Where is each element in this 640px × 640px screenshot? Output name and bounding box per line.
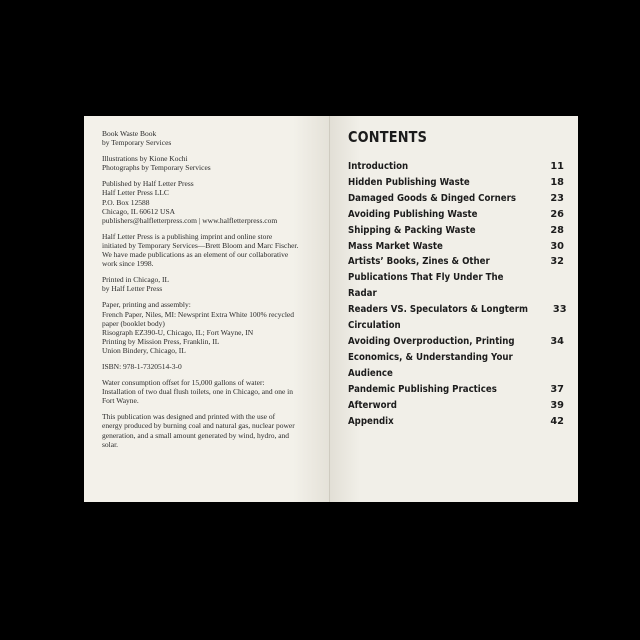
- toc-title-line: Shipping & Packing Waste: [348, 224, 476, 236]
- toc-entry-title: [348, 175, 486, 191]
- toc-entry-title: [348, 207, 495, 223]
- colophon-line: work since 1998.: [102, 259, 154, 269]
- toc-title-line: Afterword: [348, 399, 397, 411]
- colophon-block: [102, 378, 318, 405]
- toc-page-number: 30: [550, 240, 564, 252]
- toc-entry: [348, 334, 564, 382]
- colophon-line: Half Letter Press is a publishing imprint and online store: [102, 231, 273, 241]
- toc-entry-title: [348, 398, 404, 414]
- colophon-line: Published by Half Letter Press: [102, 179, 194, 189]
- toc-page-number: 37: [550, 383, 564, 395]
- toc-title-line: Circulation: [348, 320, 401, 332]
- colophon-line: French Paper, Niles, MI: Newsprint Extra White 100% recycled: [102, 309, 295, 319]
- toc-entry-title: [348, 334, 537, 382]
- colophon-line: Paper, printing and assembly:: [102, 300, 191, 310]
- toc-entry-title: [348, 191, 539, 207]
- toc-page-number: 39: [550, 399, 564, 411]
- colophon-block: [102, 129, 318, 147]
- toc-entry: [348, 382, 564, 398]
- colophon-line: Book Waste Book: [102, 129, 157, 138]
- toc-page-number: 28: [550, 224, 564, 236]
- toc-entry: [348, 223, 564, 239]
- toc-page-number: 32: [550, 256, 564, 268]
- toc-title-line: Readers VS. Speculators & Longterm: [348, 304, 529, 316]
- toc-entry: [348, 207, 564, 223]
- contents-title: CONTENTS: [348, 128, 428, 146]
- right-page-contents: [330, 116, 578, 502]
- toc-entry: [348, 175, 564, 191]
- toc-title-line: Appendix: [348, 415, 394, 427]
- toc-entry-title: [348, 414, 400, 430]
- toc-entry: [348, 159, 564, 175]
- toc-title-line: Radar: [348, 288, 377, 300]
- colophon-line: Risograph EZ390-U, Chicago, IL; Fort Wayne, IN: [102, 327, 254, 337]
- toc-page-number: 34: [550, 335, 564, 347]
- colophon-line: ISBN: 978-1-7320514-3-0: [102, 361, 182, 371]
- colophon-line: Illustrations by Kione Kochi: [102, 154, 188, 164]
- colophon-line: P.O. Box 12588: [102, 197, 150, 207]
- toc-title-line: Mass Market Waste: [348, 240, 443, 252]
- toc-page-number: 33: [552, 304, 567, 316]
- colophon-line: solar.: [102, 439, 119, 449]
- colophon-line: Union Bindery, Chicago, IL: [102, 345, 186, 355]
- colophon-line: energy produced by burning coal and natural gas, nuclear power: [102, 421, 295, 431]
- toc-title-line: Economics, & Understanding Your: [348, 351, 513, 363]
- toc-title-line: Pandemic Publishing Practices: [348, 383, 497, 395]
- colophon-block: [102, 362, 318, 371]
- colophon-block: [102, 275, 318, 293]
- colophon-line: Installation of two dual flush toilets, one in Chicago, and one in: [102, 387, 294, 397]
- toc-entry-title: [348, 254, 525, 302]
- toc-entry: [348, 398, 564, 414]
- colophon-block: [102, 154, 318, 172]
- toc-entry-title: [348, 302, 553, 334]
- colophon-line: Photographs by Temporary Services: [102, 163, 211, 173]
- toc-title-line: Publications That Fly Under The: [348, 272, 504, 284]
- colophon-block: [102, 179, 318, 224]
- toc-page-number: 42: [550, 415, 564, 427]
- toc-page-number: 26: [550, 208, 564, 220]
- toc-entry: [348, 414, 564, 430]
- toc-entry-title: [348, 159, 416, 175]
- colophon-line: generation, and a small amount generated by wind, hydro, and: [102, 430, 290, 440]
- colophon-line: Chicago, IL 60612 USA: [102, 206, 176, 216]
- toc-entry: [348, 191, 564, 207]
- toc-entry-title: [348, 223, 493, 239]
- toc-entry: [348, 302, 567, 334]
- colophon-line: Half Letter Press LLC: [102, 188, 169, 198]
- colophon-line: Water consumption offset for 15,000 gallons of water:: [102, 378, 265, 388]
- toc-page-number: 18: [550, 176, 564, 188]
- colophon-line: This publication was designed and printed with the use of: [102, 412, 276, 422]
- colophon-line: by Temporary Services: [102, 138, 172, 148]
- colophon-line: initiated by Temporary Services—Brett Bloom and Marc Fischer.: [102, 240, 299, 250]
- colophon-line: We have made publications as an element of our collaborative: [102, 250, 289, 260]
- colophon-block: [102, 412, 318, 448]
- toc-page-number: 11: [550, 161, 564, 172]
- toc-title-line: Damaged Goods & Dinged Corners: [348, 192, 517, 204]
- colophon-line: publishers@halfletterpress.com | www.halfletterpress.com: [102, 215, 278, 225]
- left-page-colophon: [84, 116, 330, 502]
- colophon-line: Fort Wayne.: [102, 396, 139, 406]
- toc-title-line: Artists’ Books, Zines & Other: [348, 256, 490, 268]
- colophon-text: [102, 129, 318, 449]
- toc-title-line: Avoiding Publishing Waste: [348, 208, 478, 220]
- toc-entry: [348, 239, 564, 255]
- table-of-contents: [348, 159, 578, 429]
- colophon-line: by Half Letter Press: [102, 284, 163, 294]
- colophon-line: Printing by Mission Press, Franklin, IL: [102, 336, 220, 346]
- toc-title-line: Hidden Publishing Waste: [348, 176, 470, 188]
- colophon-block: [102, 300, 318, 355]
- toc-title-line: Introduction: [348, 161, 409, 172]
- colophon-block: [102, 232, 318, 268]
- toc-entry-title: [348, 239, 456, 255]
- colophon-line: paper (booklet body): [102, 318, 165, 328]
- toc-entry-title: [348, 382, 517, 398]
- colophon-line: Printed in Chicago, IL: [102, 275, 170, 285]
- toc-page-number: 23: [550, 192, 564, 204]
- toc-title-line: Avoiding Overproduction, Printing: [348, 335, 515, 347]
- toc-entry: [348, 254, 564, 302]
- toc-title-line: Audience: [348, 367, 393, 379]
